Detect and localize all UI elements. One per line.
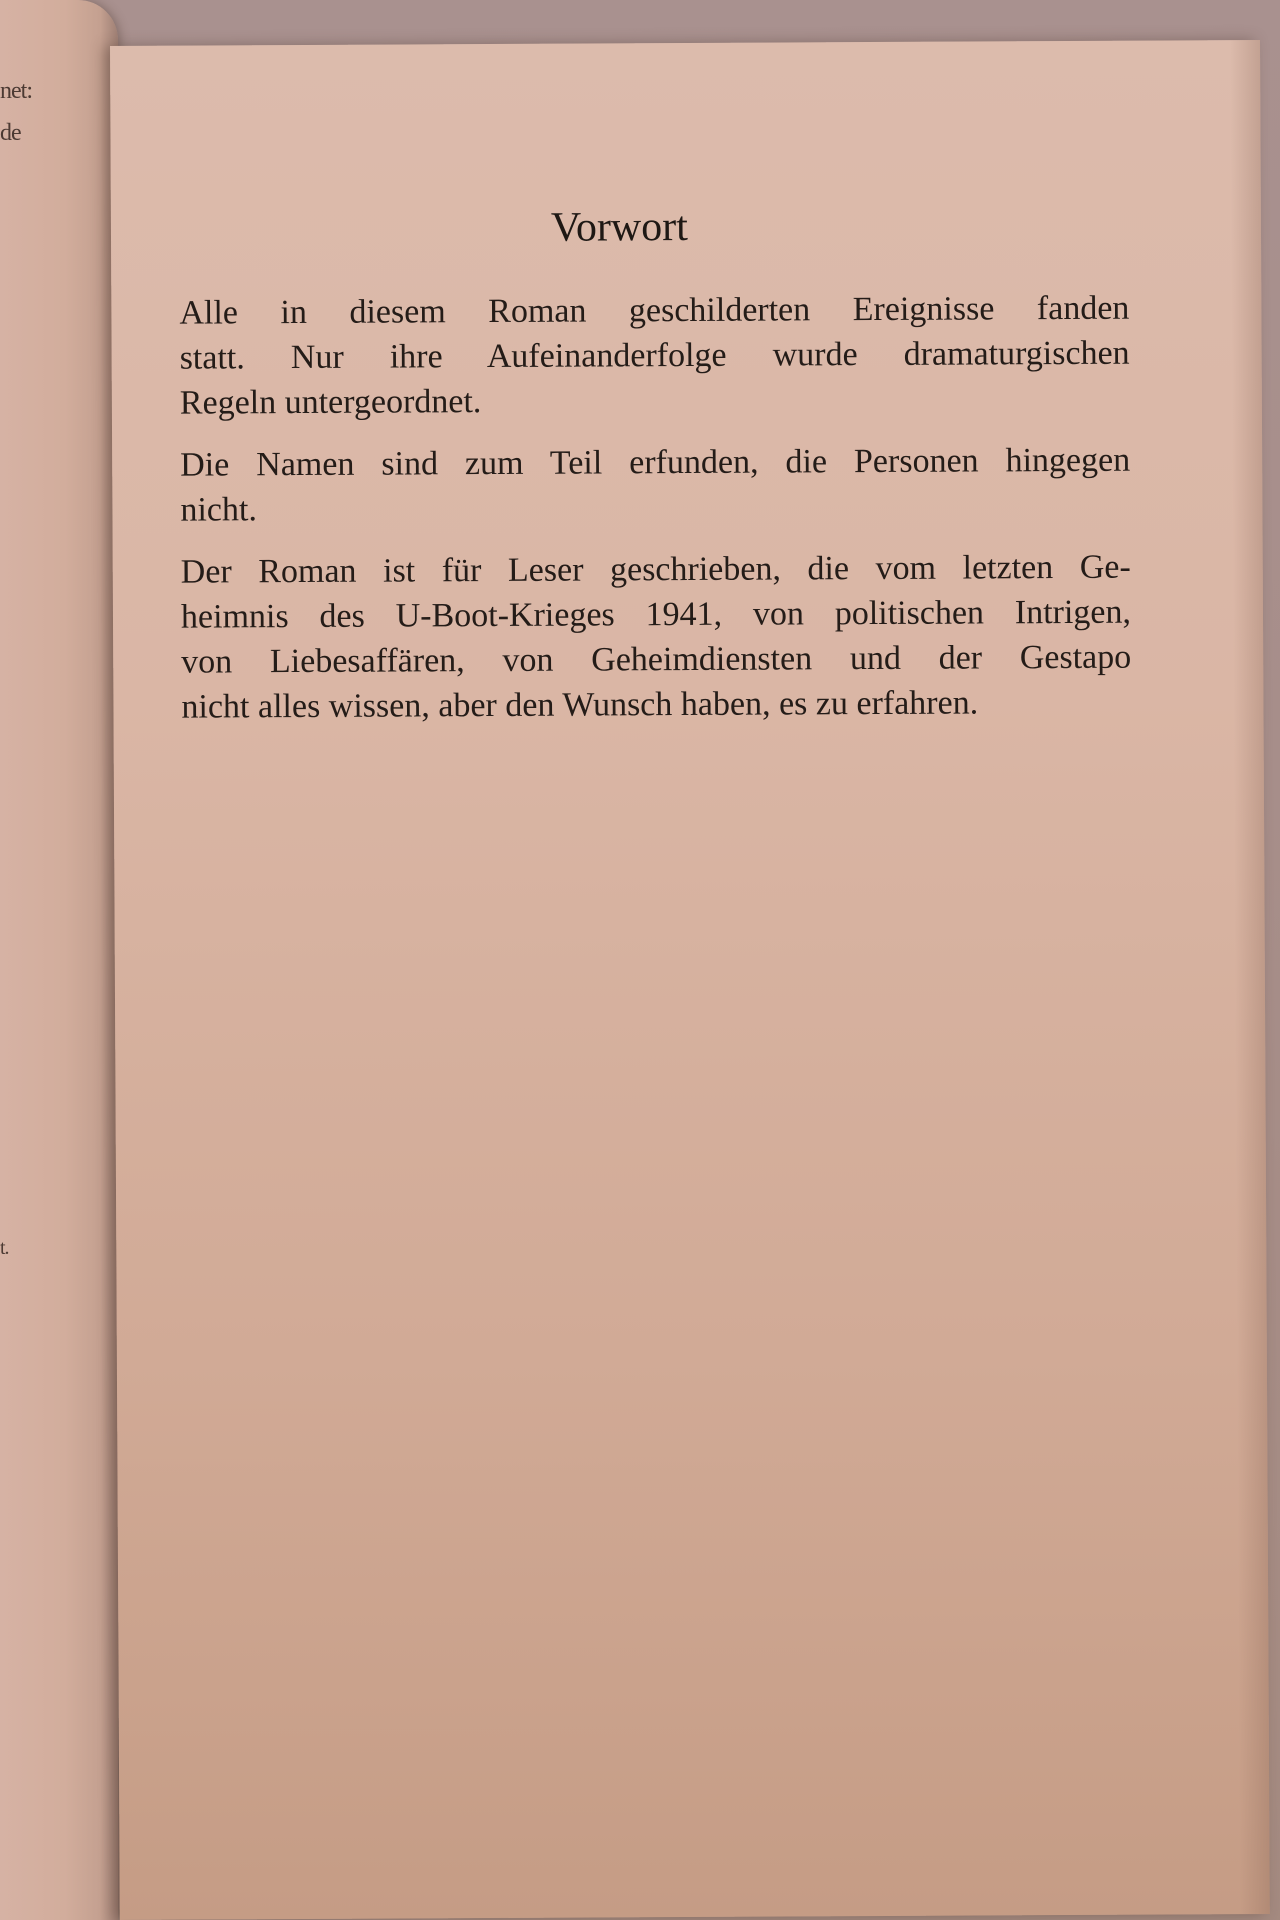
facing-page-text-fragment: de <box>0 120 21 146</box>
page-heading: Vorwort <box>550 203 688 251</box>
text-line: nicht alles wissen, aber den Wunsch haben, es zu erfahren. <box>181 684 979 726</box>
paragraph <box>181 545 1132 730</box>
text-line: Die Namen sind zum Teil erfunden, die Personen hingegen <box>180 441 1131 484</box>
preface-text <box>179 286 1131 747</box>
facing-page <box>0 0 118 1920</box>
text-line: nicht. <box>180 491 258 529</box>
text-line: Regeln untergeordnet. <box>179 383 482 422</box>
text-line: Alle in diesem Roman geschilderten Ereignisse fanden <box>179 289 1130 332</box>
book-page <box>110 40 1270 1920</box>
text-line: von Liebesaffären, von Geheimdiensten und der Gestapo <box>181 638 1132 681</box>
facing-page-text-fragment: net: <box>0 78 32 104</box>
paragraph <box>179 286 1130 426</box>
text-line: statt. Nur ihre Aufeinanderfolge wurde dramaturgischen <box>179 334 1130 377</box>
paragraph <box>180 438 1130 533</box>
text-line: Der Roman ist für Leser geschrieben, die vom letzten Ge- <box>180 548 1131 591</box>
facing-page-text-fragment: t. <box>0 1237 9 1259</box>
text-line: heimnis des U-Boot-Krieges 1941, von politischen Intrigen, <box>180 593 1132 636</box>
